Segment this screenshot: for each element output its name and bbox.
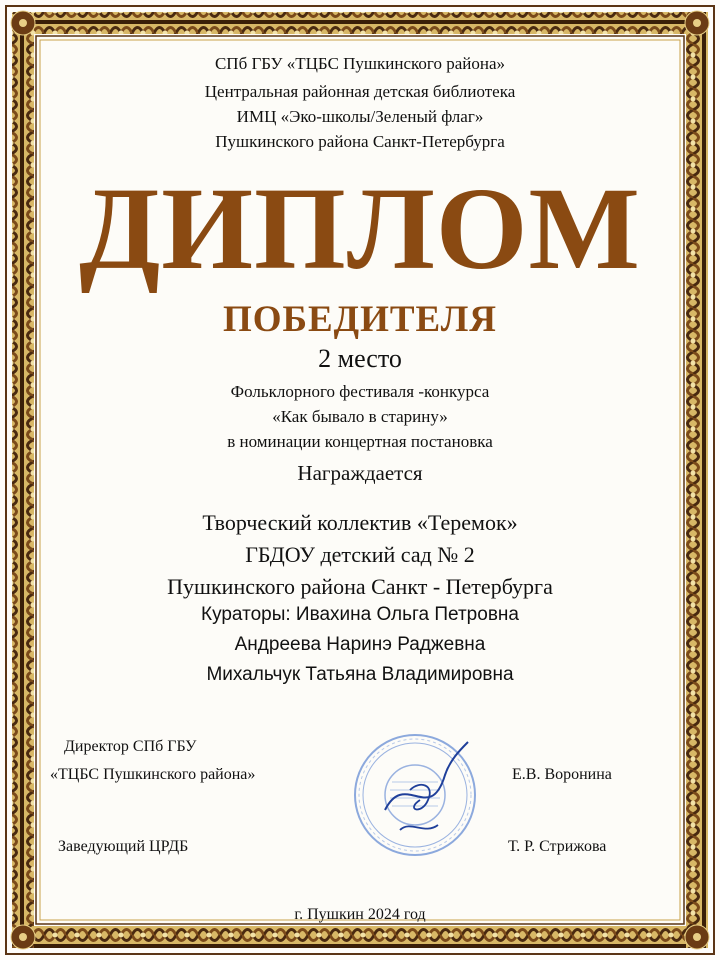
contest-line-3: в номинации концертная постановка: [227, 432, 493, 451]
recipient-line-1: Творческий коллектив «Теремок»: [202, 510, 518, 535]
header-line-3: ИМЦ «Эко-школы/Зеленый флаг»: [236, 107, 484, 126]
director-name: Е.В. Воронина: [512, 766, 612, 783]
director-title-2: «ТЦБС Пушкинского района»: [50, 766, 256, 783]
contest-line-1: Фольклорного фестиваля -конкурса: [230, 382, 490, 401]
place-text: 2 место: [318, 344, 402, 373]
header-line-2: Центральная районная детская библиотека: [204, 82, 516, 101]
stamp-seal-icon: [350, 730, 480, 860]
diploma-content: [40, 40, 680, 923]
diploma-title: ДИПЛОМ: [79, 163, 641, 294]
awarded-text: Награждается: [297, 461, 423, 485]
header-line-1: СПб ГБУ «ТЦБС Пушкинского района»: [214, 54, 506, 73]
recipient-line-2: ГБДОУ детский сад № 2: [245, 542, 475, 567]
head-title: Заведующий ЦРДБ: [58, 838, 189, 855]
recipient-line-3: Пушкинского района Санкт - Петербурга: [167, 574, 553, 599]
curators-line-1: Кураторы: Ивахина Ольга Петровна: [201, 604, 519, 625]
contest-line-2: «Как бывало в старину»: [272, 407, 448, 426]
header-line-4: Пушкинского района Санкт-Петербурга: [215, 132, 505, 151]
official-stamp: [350, 730, 480, 860]
director-title-1: Директор СПб ГБУ: [64, 738, 197, 755]
footer-year: г. Пушкин 2024 год: [294, 906, 426, 923]
curators-line-3: Михальчук Татьяна Владимировна: [206, 664, 514, 685]
diploma-subtitle: ПОБЕДИТЕЛЯ: [222, 299, 498, 340]
curators-line-2: Андреева Наринэ Раджевна: [234, 634, 486, 655]
head-name: Т. Р. Стрижова: [508, 838, 607, 855]
